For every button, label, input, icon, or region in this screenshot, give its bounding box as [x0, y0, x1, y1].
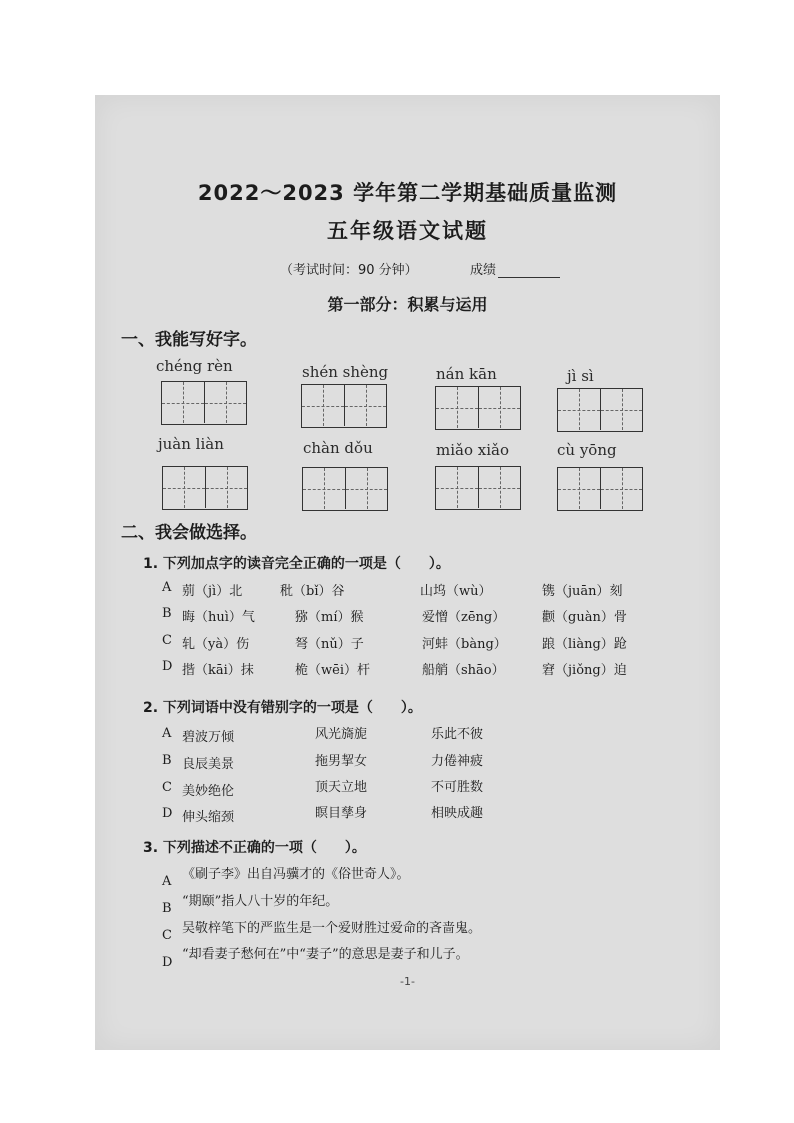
- option-letter: D: [162, 806, 173, 821]
- score-field: [470, 259, 560, 278]
- option-cell: 秕（bǐ）谷: [280, 584, 345, 599]
- option-letter: C: [162, 633, 172, 648]
- option-letter: B: [162, 753, 172, 768]
- option-letter: B: [162, 901, 172, 916]
- option-cell: 莂（jì）北: [182, 584, 243, 599]
- option-letter: C: [162, 780, 172, 795]
- option-cell: 山坞（wù）: [420, 584, 492, 599]
- writing-grid[interactable]: [301, 384, 387, 428]
- option-cell: 猕（mí）猴: [295, 610, 364, 625]
- option-letter: D: [162, 659, 173, 674]
- writing-grid[interactable]: [435, 466, 521, 510]
- option-letter: A: [162, 874, 172, 889]
- option-cell: 乐此不彼: [431, 727, 484, 742]
- option-letter: B: [162, 606, 172, 621]
- exam-time: （考试时间：90 分钟）: [280, 263, 418, 278]
- question-3-stem: 3. 下列描述不正确的一项（ ）。: [143, 840, 366, 856]
- writing-grid[interactable]: [557, 388, 643, 432]
- option-cell: 碧波万倾: [182, 730, 235, 745]
- option-cell: 拖男挈女: [315, 754, 368, 769]
- option-cell: 美妙绝伦: [182, 784, 235, 799]
- writing-grid[interactable]: [162, 466, 248, 510]
- score-blank: [498, 265, 560, 278]
- writing-grid[interactable]: [161, 381, 247, 425]
- option-cell: 弩（nǔ）子: [295, 637, 364, 652]
- option-cell: 相映成趣: [431, 806, 484, 821]
- option-cell: 晦（huì）气: [182, 610, 255, 625]
- exam-subtitle: 五年级语文试题: [327, 219, 488, 243]
- part-heading: 第一部分：积累与运用: [327, 295, 488, 314]
- option-cell: 伸头缩颈: [182, 810, 235, 825]
- option-cell: 镌（juān）刻: [542, 584, 623, 599]
- pinyin-label: nán kān: [436, 365, 497, 383]
- option-cell: 顶天立地: [315, 780, 368, 795]
- option-text: 《刷子李》出自冯骥才的《俗世奇人》。: [182, 867, 410, 882]
- option-cell: 瞑目孳身: [315, 806, 368, 821]
- option-cell: 桅（wēi）杆: [295, 663, 370, 678]
- section2-heading: 二、我会做选择。: [121, 523, 257, 543]
- option-text: 吴敬梓笔下的严监生是一个爱财胜过爱命的吝啬鬼。: [182, 921, 482, 936]
- writing-grid[interactable]: [435, 386, 521, 430]
- option-cell: 风光旖旎: [315, 727, 368, 742]
- writing-grid[interactable]: [557, 467, 643, 511]
- option-letter: D: [162, 955, 173, 970]
- option-cell: 船艄（shāo）: [422, 663, 505, 678]
- option-cell: 河蚌（bàng）: [422, 637, 507, 652]
- option-letter: A: [162, 580, 172, 595]
- option-cell: 良辰美景: [182, 757, 235, 772]
- pinyin-label: jì sì: [567, 367, 594, 385]
- pinyin-label: miǎo xiǎo: [436, 441, 509, 459]
- option-cell: 窘（jiǒng）迫: [542, 663, 627, 678]
- pinyin-label: chéng rèn: [156, 357, 233, 375]
- option-cell: 轧（yà）伤: [182, 637, 250, 652]
- section1-heading: 一、我能写好字。: [121, 330, 257, 350]
- pinyin-label: juàn liàn: [158, 435, 224, 453]
- exam-title: 2022～2023 学年第二学期基础质量监测: [197, 181, 618, 205]
- option-cell: 不可胜数: [431, 780, 484, 795]
- option-letter: A: [162, 726, 172, 741]
- pinyin-label: shén shèng: [302, 363, 389, 381]
- question-2-stem: 2. 下列词语中没有错别字的一项是（ ）。: [143, 700, 422, 716]
- score-label: 成绩: [470, 263, 497, 278]
- pinyin-label: cù yōng: [557, 441, 617, 459]
- option-cell: 颧（guàn）骨: [542, 610, 627, 625]
- option-text: “却看妻子愁何在”中“妻子”的意思是妻子和儿子。: [182, 947, 469, 962]
- page-number: -1-: [400, 975, 415, 988]
- question-1-stem: 1. 下列加点字的读音完全正确的一项是（ ）。: [143, 556, 450, 572]
- pinyin-label: chàn dǒu: [303, 439, 373, 457]
- exam-paper: [95, 95, 720, 1050]
- writing-grid[interactable]: [302, 467, 388, 511]
- option-cell: 揩（kāi）抹: [182, 663, 254, 678]
- option-letter: C: [162, 928, 172, 943]
- option-cell: 爱憎（zēng）: [422, 610, 506, 625]
- option-text: “期颐”指人八十岁的年纪。: [182, 894, 339, 909]
- option-cell: 踉（liàng）跄: [542, 637, 627, 652]
- option-cell: 力倦神疲: [431, 754, 484, 769]
